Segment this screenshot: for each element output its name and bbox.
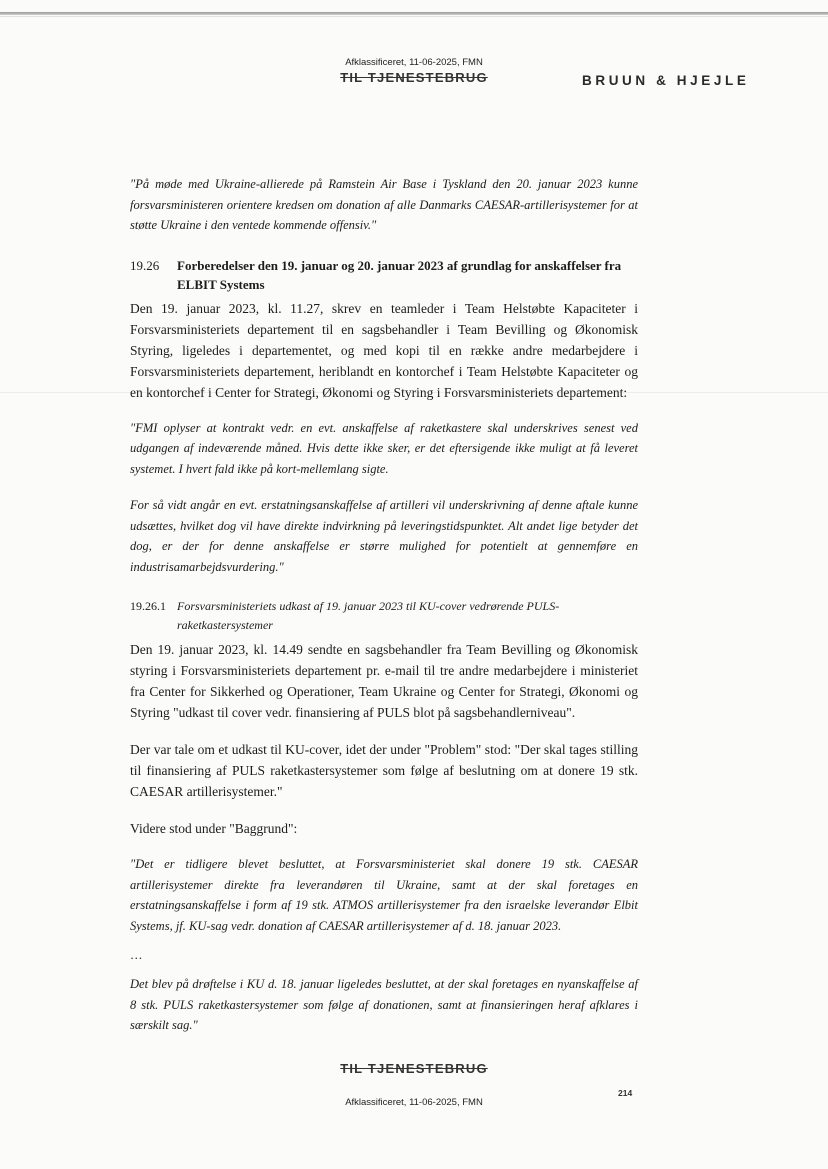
subsection-number: 19.26.1	[130, 599, 166, 613]
section-title: Forberedelser den 19. januar og 20. januar 2023 af grundlag for anskaffelser fra ELBIT Systems	[177, 257, 622, 292]
page-number: 214	[618, 1088, 633, 1098]
scan-edge	[0, 12, 828, 15]
quote-ellipsis: …	[130, 948, 143, 962]
quote-baggrund-part-1: "Det er tidligere blevet besluttet, at Forsvarsministeriet skal donere 19 stk. CAESAR artillerisystemer direkte fra leverandøren til Ukraine, samt at der skal foretages en erstatningsanskaffelse i form af 19 stk. ATMOS artillerisystemer fra den israelske leverandør Elbit Systems, jf. KU-sag vedr. donation af CAESAR artillerisystemer af d. 18. januar 2023.	[130, 857, 638, 933]
scan-edge-light	[0, 16, 828, 17]
paragraph-ku-cover: Der var tale om et udkast til KU-cover, idet der under "Problem" stod: "Der skal tages stilling til finansiering af PULS raketkastersystemer som følge af beslutning om at donere 19 stk. CAESAR artillerisystemer."	[130, 742, 638, 799]
quote-fmi-part-2: For så vidt angår en evt. erstatningsanskaffelse af artilleri vil underskrivning af denne aftale kunne udsættes, hvilket dog vil have direkte indvirkning på leveringstidspunktet. Alt andet lige betyder det dog, er der for denne anskaffelse er større mulighed for potentielt at gennemføre en industrisamarbejdsvurdering."	[130, 498, 638, 574]
classification-footer: TIL TJENESTEBRUG	[340, 1061, 488, 1076]
quote-ramstein: "På møde med Ukraine-allierede på Ramstein Air Base i Tyskland den 20. januar 2023 kunne forsvarsministeren orientere kredsen om donation af alle Danmarks CAESAR-artillerisystemer for at støtte Ukraine i den ventede kommende offensiv."	[130, 177, 638, 232]
classification-header: TIL TJENESTEBRUG	[340, 70, 488, 85]
quote-baggrund-part-2: Det blev på drøftelse i KU d. 18. januar ligeledes besluttet, at der skal foretages en nyanskaffelse af 8 stk. PULS raketkastersystemer som følge af donationen, samt at finansieringen heraf afklares i særskilt sag."	[130, 977, 638, 1032]
paragraph-baggrund: Videre stod under "Baggrund":	[130, 821, 298, 836]
paragraph-teamleder: Den 19. januar 2023, kl. 11.27, skrev en teamleder i Team Helstøbte Kapaciteter i Forsvarsministeriets departement til en sagsbehandler i Team Bevilling og Økonomisk Styring, ligeledes i departementet, og med kopi til en række andre medarbejdere i Forsvarsministeriets departement, heriblandt en kontorchef i Team Helstøbte Kapaciteter og en kontorchef i Center for Strategi, Økonomi og Styring i Forsvarsministeriets departement:	[130, 300, 638, 400]
section-heading-19-26-1	[130, 597, 638, 635]
paragraph-sagsbehandler: Den 19. januar 2023, kl. 14.49 sendte en sagsbehandler fra Team Bevilling og Økonomisk styring i Forsvarsministeriets departement pr. e-mail til tre andre medarbejdere i ministeriet fra Center for Sikkerhed og Operationer, Team Ukraine og Center for Strategi, Økonomi og Styring "udkast til cover vedr. finansiering af PULS blot på sagsbehandlerniveau".	[130, 642, 638, 720]
declassified-footer: Afklassificeret, 11-06-2025, FMN	[345, 1097, 483, 1108]
brand-logo: BRUUN & HJEJLE	[582, 73, 750, 88]
quote-fmi-part-1: "FMI oplyser at kontrakt vedr. en evt. anskaffelse af raketkastere skal underskrives senest ved udgangen af indeværende måned. Hvis dette ikke sker, er det eftersigende ikke muligt at få leveret systemet. I hvert fald ikke på kort-mellemlang sigte.	[130, 420, 638, 476]
subsection-title: Forsvarsministeriets udkast af 19. januar 2023 til KU-cover vedrørende PULS-raketkastersystemer	[177, 599, 560, 632]
section-heading-19-26	[130, 256, 638, 294]
section-number: 19.26	[130, 257, 160, 273]
document-body	[130, 174, 638, 1036]
declassified-header: Afklassificeret, 11-06-2025, FMN	[345, 57, 483, 68]
